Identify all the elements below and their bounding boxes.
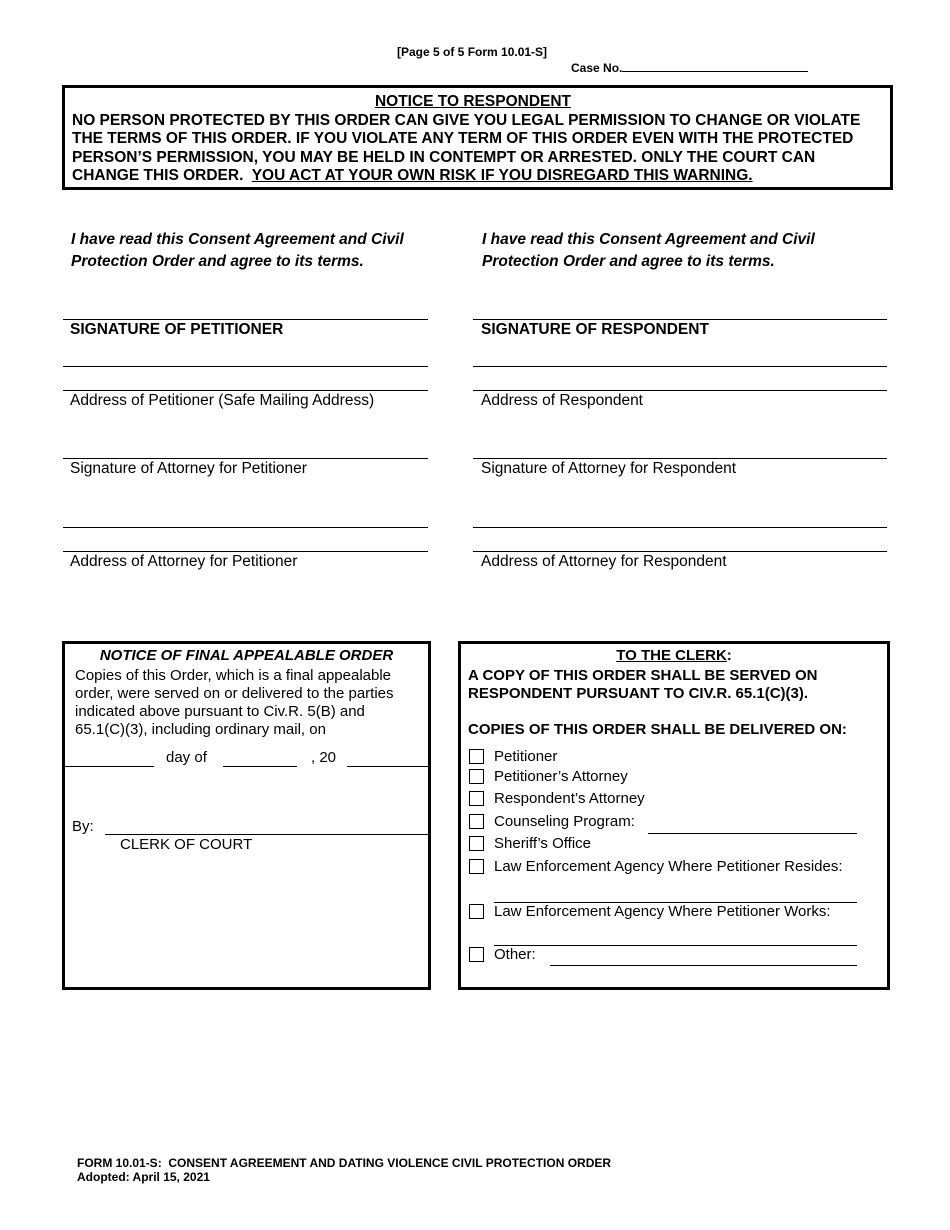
other-field[interactable] (550, 965, 857, 966)
le-agency-resides-checkbox[interactable] (469, 859, 484, 874)
notice-warning: YOU ACT AT YOUR OWN RISK IF YOU DISREGARD THIS WARNING. (251, 167, 753, 184)
petitioner-checkbox[interactable] (469, 749, 484, 764)
notice-line-1: NO PERSON PROTECTED BY THIS ORDER CAN GIVE YOU LEGAL PERMISSION TO CHANGE OR VIOLATE (72, 111, 861, 129)
option-other-label: Other: (494, 946, 536, 963)
respondent-signature-line[interactable] (473, 319, 887, 320)
petitioner-address-line-1[interactable] (63, 366, 428, 367)
delivered-heading: COPIES OF THIS ORDER SHALL BE DELIVERED ON: (468, 721, 847, 738)
counseling-program-field[interactable] (648, 833, 857, 834)
notice-to-respondent-box (62, 85, 893, 190)
option-counseling-program-label: Counseling Program: (494, 813, 635, 830)
day-field[interactable] (65, 766, 154, 767)
notice-line-2: THE TERMS OF THIS ORDER. IF YOU VIOLATE ANY TERM OF THIS ORDER EVEN WITH THE PROTECTED (72, 130, 854, 147)
page-label: [Page 5 of 5 Form 10.01-S] (397, 45, 548, 59)
option-petitioner-attorney-label: Petitioner’s Attorney (494, 768, 628, 785)
notice-line-4 (72, 167, 890, 186)
footer-form-title: FORM 10.01-S: CONSENT AGREEMENT AND DATING VIOLENCE CIVIL PROTECTION ORDER (77, 1156, 612, 1170)
option-sheriffs-office-label: Sheriff’s Office (494, 835, 591, 852)
footer-adopted-date: Adopted: April 15, 2021 (77, 1170, 210, 1184)
le-agency-works-checkbox[interactable] (469, 904, 484, 919)
notice-line-3: PERSON’S PERMISSION, YOU MAY BE HELD IN CONTEMPT OR ARRESTED. ONLY THE COURT CAN (72, 148, 816, 166)
footer (77, 1156, 611, 1184)
respondent-attorney-address-label: Address of Attorney for Respondent (481, 553, 727, 570)
to-the-clerk-title-colon: : (726, 647, 732, 664)
petitioner-attorney-checkbox[interactable] (469, 769, 484, 784)
notice-line-4-plain: CHANGE THIS ORDER. (72, 167, 252, 184)
month-field[interactable] (223, 766, 297, 767)
petitioner-attorney-address-line-2[interactable] (63, 551, 428, 552)
case-number (571, 59, 808, 75)
petitioner-agreement-text: I have read this Consent Agreement and Civil Protection Order and agree to its terms. (71, 231, 404, 270)
to-the-clerk-title (458, 647, 890, 665)
le-agency-works-field[interactable] (494, 945, 857, 946)
option-respondent-attorney-label: Respondent’s Attorney (494, 790, 645, 807)
respondent-address-line-1[interactable] (473, 366, 887, 367)
respondent-address-line-2[interactable] (473, 390, 887, 391)
case-number-label: Case No. (571, 61, 623, 75)
respondent-attorney-signature-label: Signature of Attorney for Respondent (481, 460, 737, 477)
petitioner-address-line-2[interactable] (63, 390, 428, 391)
clerk-signature-line[interactable] (105, 834, 428, 835)
by-label: By: (72, 818, 94, 835)
respondent-attorney-address-line-1[interactable] (473, 527, 887, 528)
sheriffs-office-checkbox[interactable] (469, 836, 484, 851)
notice-title: NOTICE TO RESPONDENT (374, 93, 572, 110)
petitioner-attorney-address-line-1[interactable] (63, 527, 428, 528)
respondent-attorney-address-line-2[interactable] (473, 551, 887, 552)
clerk-of-court-label: CLERK OF COURT (120, 836, 253, 853)
option-petitioner-label: Petitioner (494, 748, 558, 765)
petitioner-attorney-signature-line[interactable] (63, 458, 428, 459)
copy-served-notice: A COPY OF THIS ORDER SHALL BE SERVED ON RESPONDENT PURSUANT TO CIV.R. 65.1(C)(3). (468, 667, 818, 702)
option-le-agency-resides-label: Law Enforcement Agency Where Petitioner Resides: (494, 858, 843, 875)
other-checkbox[interactable] (469, 947, 484, 962)
day-of-label: day of (166, 749, 207, 766)
to-the-clerk-title-text: TO THE CLERK (616, 647, 727, 664)
petitioner-attorney-address-label: Address of Attorney for Petitioner (70, 553, 298, 570)
appealable-order-body: Copies of this Order, which is a final appealable order, were served on or delivered to the parties indicated above pursuant to Civ.R. 5(B) and 65.1(C)(3), including ordinary mail, on (75, 667, 394, 738)
respondent-address-label: Address of Respondent (481, 392, 643, 409)
year-prefix-label: , 20 (311, 749, 337, 766)
respondent-agreement-text: I have read this Consent Agreement and Civil Protection Order and agree to its terms. (482, 231, 815, 270)
petitioner-signature-label: SIGNATURE OF PETITIONER (70, 321, 284, 338)
year-field[interactable] (347, 766, 428, 767)
case-number-field[interactable] (622, 59, 808, 72)
option-le-agency-works-label: Law Enforcement Agency Where Petitioner Works: (494, 903, 831, 920)
counseling-program-checkbox[interactable] (469, 814, 484, 829)
respondent-signature-label: SIGNATURE OF RESPONDENT (481, 321, 709, 338)
respondent-attorney-signature-line[interactable] (473, 458, 887, 459)
respondent-attorney-checkbox[interactable] (469, 791, 484, 806)
petitioner-attorney-signature-label: Signature of Attorney for Petitioner (70, 460, 307, 477)
petitioner-address-label: Address of Petitioner (Safe Mailing Address) (70, 392, 375, 409)
petitioner-signature-line[interactable] (63, 319, 428, 320)
appealable-order-title: NOTICE OF FINAL APPEALABLE ORDER (99, 647, 394, 664)
